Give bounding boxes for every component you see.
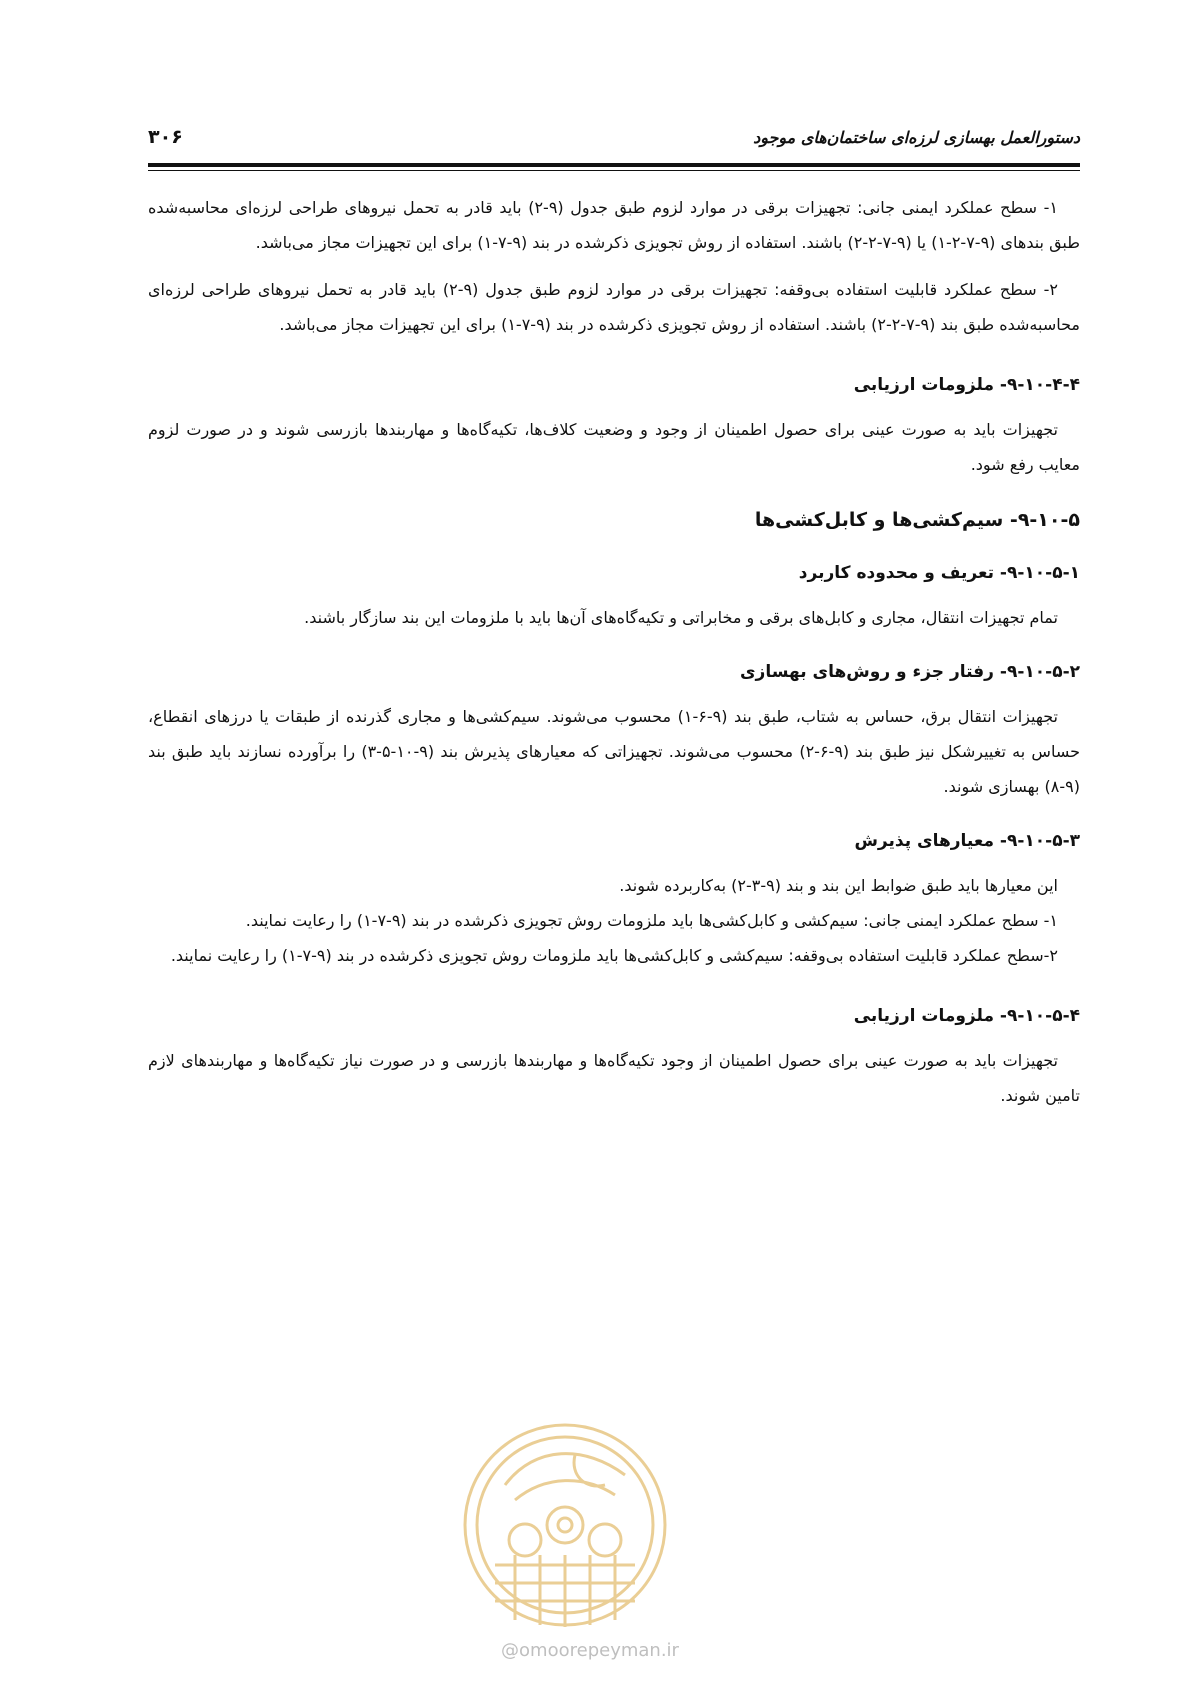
spacer	[148, 482, 1080, 504]
spacer	[148, 536, 1080, 558]
spacer	[148, 342, 1080, 370]
page-header	[148, 128, 1080, 152]
subsection-heading: ۹-۱۰-۵-۴- ملزومات ارزیابی	[853, 1006, 1080, 1026]
paragraph: تجهیزات انتقال برق، حساس به شتاب، طبق بند (۹-۶-۱) محسوب می‌شوند. سیم‌کشی‌ها و مجاری گذرنده از طبقات یا درزهای انقطاع، حساس به تغییرشکل نیز طبق بند (۹-۶-۲) محسوب می‌شوند. تجهیزاتی که معیارهای پذیرش بند (۹-۱۰-۵-۳) را برآورده نسازند باید طبق بند (۹-۸) بهسازی شوند.	[148, 707, 1081, 796]
paragraph: تجهیزات باید به صورت عینی برای حصول اطمینان از وجود و وضعیت کلاف‌ها، تکیه‌گاه‌ها و مهاربندها بازرسی شوند و در صورت لزوم معایب رفع شود.	[148, 420, 1080, 474]
spacer	[148, 400, 1080, 412]
spacer	[148, 1031, 1080, 1043]
running-title: دستورالعمل بهسازی لرزه‌ای ساختمان‌های موجود	[753, 128, 1080, 147]
subsection-heading: ۹-۱۰-۵-۳- معیارهای پذیرش	[854, 831, 1080, 851]
paragraph: ۲-سطح عملکرد قابلیت استفاده بی‌وقفه: سیم‌کشی و کابل‌کشی‌ها باید ملزومات روش تجویزی ذکرشده در بند (۹-۷-۱) را رعایت نمایند.	[170, 946, 1058, 965]
paragraph: تمام تجهیزات انتقال، مجاری و کابل‌های برقی و مخابراتی و تکیه‌گاه‌های آن‌ها باید با ملزومات این بند سازگار باشند.	[304, 608, 1058, 627]
paragraph: ۱- سطح عملکرد ایمنی جانی: تجهیزات برقی در موارد لزوم طبق جدول (۹-۲) باید قادر به تحمل نیروهای طراحی لرزه‌ای محاسبه‌شده طبق بندهای (۹-۷-۲-۱) یا (۹-۷-۲-۲) باشند. استفاده از روش تجویزی ذکرشده در بند (۹-۷-۱) برای این تجهیزات مجاز می‌باشد.	[148, 198, 1080, 252]
spacer	[148, 804, 1080, 826]
spacer	[148, 687, 1080, 699]
body-content	[148, 190, 1080, 1113]
paragraph: این معیارها باید طبق ضوابط این بند و بند (۹-۳-۲) به‌کاربرده شوند.	[619, 876, 1058, 895]
spacer	[148, 973, 1080, 1001]
watermark-logo	[455, 1415, 675, 1645]
subsection-heading: ۹-۱۰-۴-۴- ملزومات ارزیابی	[853, 375, 1080, 395]
spacer	[148, 635, 1080, 657]
section-heading: ۹-۱۰-۵- سیم‌کشی‌ها و کابل‌کشی‌ها	[754, 509, 1080, 531]
spacer	[148, 856, 1080, 868]
subsection-heading: ۹-۱۰-۵-۱- تعریف و محدوده کاربرد	[798, 563, 1080, 583]
spacer	[148, 588, 1080, 600]
header-rule-thin	[148, 170, 1080, 171]
header-rule-thick	[148, 163, 1080, 167]
paragraph: ۱- سطح عملکرد ایمنی جانی: سیم‌کشی و کابل‌کشی‌ها باید ملزومات روش تجویزی ذکرشده در بند (۹-۷-۱) را رعایت نمایند.	[245, 911, 1058, 930]
subsection-heading: ۹-۱۰-۵-۲- رفتار جزء و روش‌های بهسازی	[739, 662, 1080, 682]
paragraph: ۲- سطح عملکرد قابلیت استفاده بی‌وقفه: تجهیزات برقی در موارد لزوم طبق جدول (۹-۲) باید قادر به تحمل نیروهای طراحی لرزه‌ای محاسبه‌شده طبق بند (۹-۷-۲-۲) باشند. استفاده از روش تجویزی ذکرشده در بند (۹-۷-۱) برای این تجهیزات مجاز می‌باشد.	[148, 280, 1080, 334]
page-number: ۳۰۶	[148, 126, 183, 148]
watermark-url: @omoorepeyman.ir	[501, 1640, 679, 1661]
spacer	[148, 260, 1080, 272]
paragraph: تجهیزات باید به صورت عینی برای حصول اطمینان از وجود تکیه‌گاه‌ها و مهاربندها بازرسی و در صورت نیاز تکیه‌گاه‌ها و مهاربندهای لازم تامین شوند.	[148, 1051, 1080, 1105]
